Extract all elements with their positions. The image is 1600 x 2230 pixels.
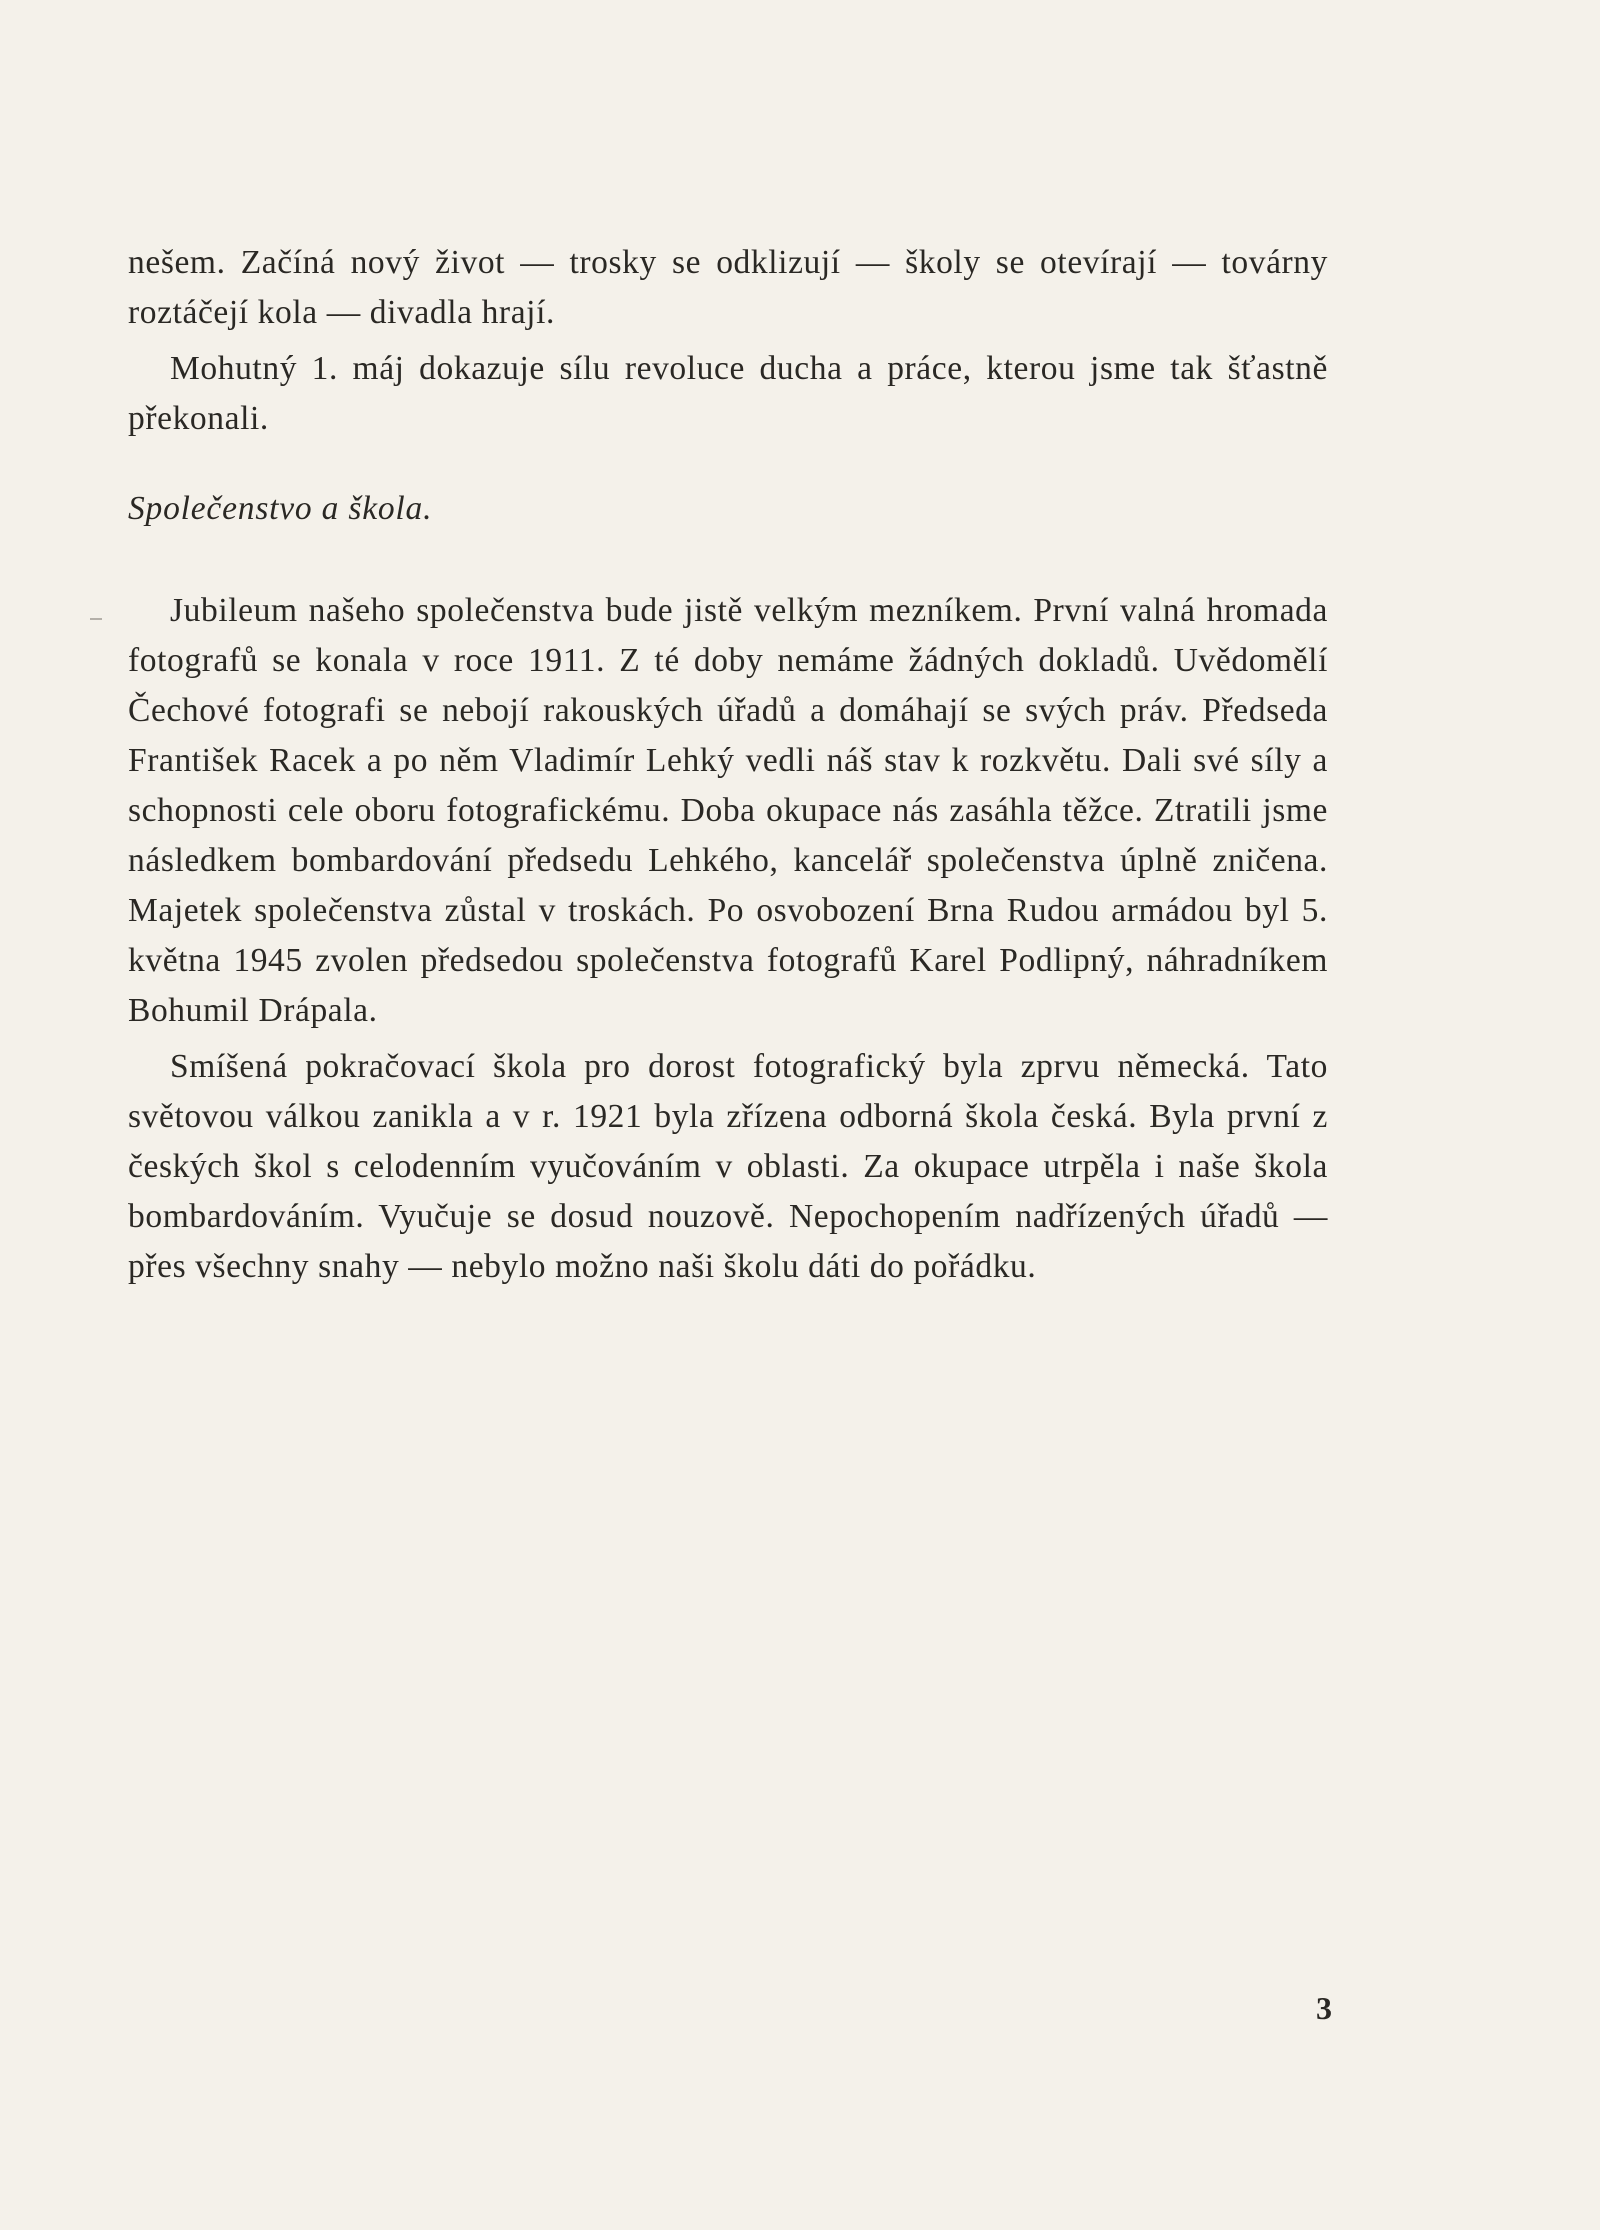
section-heading: Společenstvo a škola. — [128, 490, 433, 527]
paragraph-continuation: nešem. Začíná nový život — trosky se odklizují — školy se otevírají — továrny roztáčejí kola — divadla hrají. — [128, 244, 1328, 331]
paragraph-may-day: Mohutný 1. máj dokazuje sílu revoluce ducha a práce, kterou jsme tak šťastně překonali. — [128, 350, 1328, 437]
paragraph-school: Smíšená pokračovací škola pro dorost fotografický byla zprvu německá. Tato světovou válkou zanikla a v r. 1921 byla zřízena odborná škola česká. Byla první z českých škol s celodenním vyučováním v oblasti. Za okupace utrpěla i naše škola bombardováním. Vyučuje se dosud nouzově. Nepochopením nadřízených úřadů — přes všechny snahy — nebylo možno naši školu dáti do pořádku. — [128, 1048, 1328, 1285]
page-number: 3 — [1316, 1990, 1332, 2026]
margin-mark — [90, 618, 102, 620]
body-text — [128, 238, 1328, 1292]
paragraph-jubilee: Jubileum našeho společenstva bude jistě velkým mezníkem. První valná hromada fotografů se konala v roce 1911. Z té doby nemáme žádných dokladů. Uvědomělí Čechové fotografi se nebojí rakouských úřadů a domáhají se svých práv. Předseda František Racek a po něm Vladimír Lehký vedli náš stav k rozkvětu. Dali své síly a schopnosti cele oboru fotografickému. Doba okupace nás zasáhla těžce. Ztratili jsme následkem bombardování předsedu Lehkého, kancelář společenstva úplně zničena. Majetek společenstva zůstal v troskách. Po osvobození Brna Rudou armádou byl 5. května 1945 zvolen předsedou společenstva fotografů Karel Podlipný, náhradníkem Bohumil Drápala. — [128, 592, 1328, 1029]
